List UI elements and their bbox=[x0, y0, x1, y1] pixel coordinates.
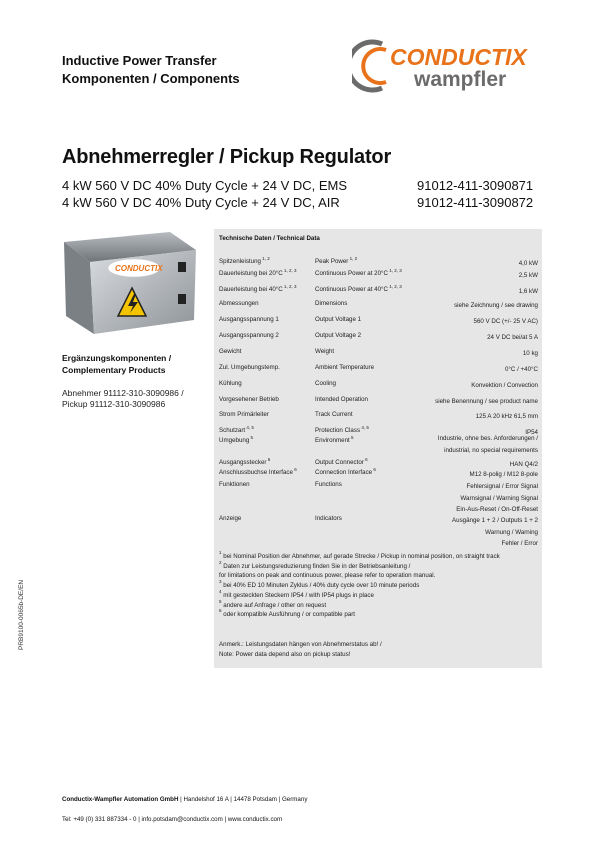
header-line-2: Komponenten / Components bbox=[62, 71, 240, 86]
row-label-de: Ausgangsspannung 1 bbox=[219, 316, 279, 323]
footer bbox=[62, 790, 307, 830]
complementary-item-1: Abnehmer 91112-310-3090986 / bbox=[62, 388, 184, 398]
row-value: siehe Benennung / see product name bbox=[435, 398, 538, 405]
variant-1-desc: 4 kW 560 V DC 40% Duty Cycle + 24 V DC, EMS bbox=[62, 178, 348, 193]
row-value: Industrie, ohne bes. Anforderungen / industrial, no special requirements bbox=[437, 435, 538, 454]
remark-line-1: Anmerk.: Leistungsdaten hängen von Abnehmerstatus ab! / bbox=[219, 641, 382, 648]
row-label-en: Continuous Power at 20°C $^{1, 2, 3}$ bbox=[315, 268, 402, 277]
row-value: Konvektion / Convection bbox=[471, 382, 538, 389]
row-label-de: Dauerleistung bei 20°C $^{1, 2, 3}$ bbox=[219, 268, 297, 277]
svg-text:wampfler: wampfler bbox=[414, 68, 507, 91]
row-label-en: Connection Interface $^6$ bbox=[315, 467, 376, 476]
header-block bbox=[62, 52, 240, 88]
row-label-en: Weight bbox=[315, 348, 335, 355]
row-value: 10 kg bbox=[522, 350, 538, 357]
row-label-de: Vorgesehener Betrieb bbox=[219, 396, 279, 403]
svg-text:CONDUCTIX: CONDUCTIX bbox=[390, 44, 527, 70]
row-label-en: Indicators bbox=[315, 515, 342, 522]
row-label-de: Kühlung bbox=[219, 380, 242, 387]
row-label-de: Gewicht bbox=[219, 348, 242, 355]
row-label-de: Ausgangsspannung 2 bbox=[219, 332, 279, 339]
row-label-en: Output Voltage 1 bbox=[315, 316, 362, 323]
row-value: 24 V DC bei/at 5 A bbox=[487, 334, 538, 341]
variant-2-desc: 4 kW 560 V DC 40% Duty Cycle + 24 V DC, AIR bbox=[62, 195, 340, 210]
row-label-en: Intended Operation bbox=[315, 396, 368, 403]
remark-line-2: Note: Power data depend also on pickup status! bbox=[219, 651, 351, 658]
footnote: $^3$ bei 40% ED 10 Minuten Zyklus / 40% duty cycle over 10 minute periods bbox=[219, 579, 420, 590]
footer-company: Conductix-Wampfler Automation GmbH bbox=[62, 796, 179, 803]
row-label-de: Ausgangsstecker $^6$ bbox=[219, 457, 271, 466]
remark bbox=[219, 640, 382, 660]
row-value: 0°C / +40°C bbox=[505, 366, 538, 373]
row-value: HAN Q4/2 bbox=[509, 461, 538, 468]
complementary-heading-line-2: Complementary Products bbox=[62, 365, 166, 375]
company-logo bbox=[352, 36, 542, 96]
row-label-en: Output Voltage 2 bbox=[315, 332, 362, 339]
row-label-en: Continuous Power at 40°C $^{1, 2, 3}$ bbox=[315, 284, 402, 293]
row-value: M12 8-polig / M12 8-pole bbox=[469, 471, 538, 478]
row-label-de: Anzeige bbox=[219, 515, 242, 522]
row-value: 2,5 kW bbox=[518, 272, 538, 279]
row-label-en: Functions bbox=[315, 481, 342, 488]
row-label-de: Schutzart $^{4, 5}$ bbox=[219, 425, 254, 434]
complementary-items bbox=[62, 388, 184, 410]
row-label-de: Anschlussbuchse Interface $^6$ bbox=[219, 467, 297, 476]
footnote: for limitations on peak and continuous power, please refer to operation manual. bbox=[219, 572, 436, 580]
footnotes bbox=[219, 552, 500, 620]
footnote: $^2$ Daten zur Leistungsreduzierung finden Sie in der Betriebsanleitung / bbox=[219, 559, 411, 570]
row-label-de: Umgebung $^5$ bbox=[219, 435, 254, 444]
row-value: 560 V DC (+/- 25 V AC) bbox=[473, 318, 538, 325]
complementary-heading bbox=[62, 352, 171, 376]
footnote: $^6$ oder kompatible Ausführung / or compatible part bbox=[219, 608, 355, 619]
row-value: 125 A 20 kHz 61,5 mm bbox=[475, 413, 538, 420]
row-value: siehe Zeichnung / see drawing bbox=[454, 302, 538, 309]
variant-1-number: 91012-411-3090871 bbox=[417, 178, 534, 193]
row-label-de: Dauerleistung bei 40°C $^{1, 2, 3}$ bbox=[219, 284, 297, 293]
footnote: $^4$ mit gesteckten Steckern IP54 / with IP54 plugs in place bbox=[219, 588, 374, 599]
row-label-en: Dimensions bbox=[315, 300, 348, 307]
technical-data-title: Technische Daten / Technical Data bbox=[219, 235, 320, 242]
row-label-de: Funktionen bbox=[219, 481, 250, 488]
row-label-en: Peak Power $^{1, 2}$ bbox=[315, 256, 358, 265]
row-label-de: Strom Primärleiter bbox=[219, 411, 269, 418]
document-code: PRB9100-0065b-DE/EN bbox=[18, 579, 25, 650]
row-label-en: Track Current bbox=[315, 411, 353, 418]
complementary-item-2: Pickup 91112-310-3090986 bbox=[62, 399, 166, 409]
footnote: $^5$ andere auf Anfrage / other on request bbox=[219, 598, 327, 609]
row-label-en: Protection Class $^{4, 5}$ bbox=[315, 425, 369, 434]
row-label-de: Spitzenleistung $^{1, 2}$ bbox=[219, 256, 270, 265]
row-value: 4,0 kW bbox=[518, 260, 538, 267]
complementary-heading-line-1: Ergänzungskomponenten / bbox=[62, 353, 172, 363]
row-label-en: Output Connector $^6$ bbox=[315, 457, 368, 466]
product-photo bbox=[60, 228, 200, 338]
row-value: Ausgänge 1 + 2 / Outputs 1 + 2 Warnung / Warning Fehler / Error bbox=[452, 517, 538, 547]
row-label-en: Environment $^5$ bbox=[315, 435, 354, 444]
row-label-en: Cooling bbox=[315, 380, 336, 387]
row-value: 1,6 kW bbox=[518, 288, 538, 295]
footnote: $^1$ bei Nominal Position der Abnehmer, auf gerade Strecke / Pickup in nominal position, on straight track bbox=[219, 550, 500, 560]
variant-2-number: 91012-411-3090872 bbox=[417, 195, 534, 210]
row-value: Fehlersignal / Error Signal Warnsignal / Warning Signal Ein-Aus-Reset / On-Off-Reset bbox=[456, 483, 538, 513]
footer-address: | Handelshof 16 A | 14478 Potsdam | Germany bbox=[178, 796, 308, 803]
svg-text:CONDUCTIX: CONDUCTIX bbox=[115, 264, 163, 273]
page-title: Abnehmerregler / Pickup Regulator bbox=[62, 146, 392, 168]
row-label-en: Ambient Temperature bbox=[315, 364, 375, 371]
header-line-1: Inductive Power Transfer bbox=[62, 53, 217, 68]
footer-contact: Tel: +49 (0) 331 887334 - 0 | info.potsdam@conductix.com | www.conductix.com bbox=[62, 816, 283, 823]
row-label-de: Abmessungen bbox=[219, 300, 259, 307]
row-label-de: Zul. Umgebungstemp. bbox=[219, 364, 280, 371]
row-value: IP54 bbox=[525, 429, 538, 436]
